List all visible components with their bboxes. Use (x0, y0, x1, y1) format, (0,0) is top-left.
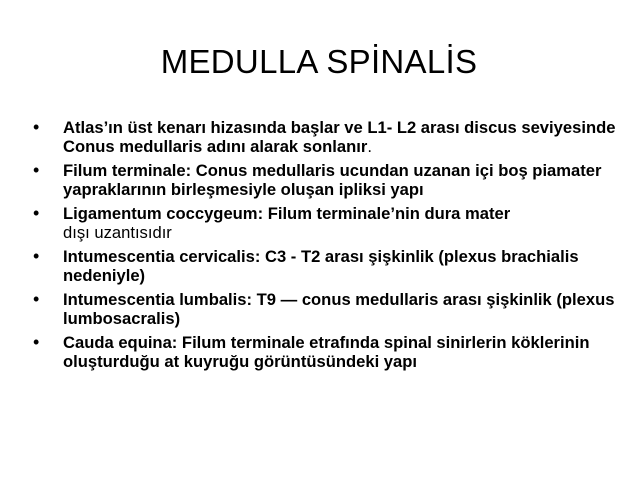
bullet-icon: • (33, 332, 40, 352)
bullet-text-bold: Intumescentia lumbalis: T9 — conus medullaris arası şişkinlik (plexus lumbosacralis) (63, 290, 615, 328)
list-item (33, 333, 623, 371)
bullet-list (33, 118, 623, 376)
list-item (33, 290, 623, 328)
bullet-text-normal: dışı uzantısıdır (63, 223, 172, 242)
list-item (33, 204, 623, 242)
bullet-icon: • (33, 203, 40, 223)
bullet-icon: • (33, 160, 40, 180)
list-item (33, 247, 623, 285)
bullet-text-bold: Intumescentia cervicalis: C3 - T2 arası şişkinlik (plexus brachialis nedeniyle) (63, 247, 579, 285)
bullet-text-normal: . (367, 137, 372, 156)
bullet-text-bold: Ligamentum coccygeum: Filum terminale’nin dura mater (63, 204, 511, 223)
bullet-text-bold: Filum terminale: Conus medullaris ucundan uzanan içi boş piamater yapraklarının birleşmesiyle oluşan ipliksi yapı (63, 161, 602, 199)
list-item (33, 161, 623, 199)
list-item (33, 118, 623, 156)
bullet-icon: • (33, 117, 40, 137)
bullet-text-bold: Atlas’ın üst kenarı hizasında başlar ve L1- L2 arası discus seviyesinde Conus medullaris adını alarak sonlanır (63, 118, 616, 156)
slide-title: MEDULLA SPİNALİS (160, 43, 478, 80)
bullet-icon: • (33, 246, 40, 266)
bullet-icon: • (33, 289, 40, 309)
bullet-text-bold: Cauda equina: Filum terminale etrafında spinal sinirlerin köklerinin oluşturduğu at kuyruğu görüntüsündeki yapı (63, 333, 590, 371)
